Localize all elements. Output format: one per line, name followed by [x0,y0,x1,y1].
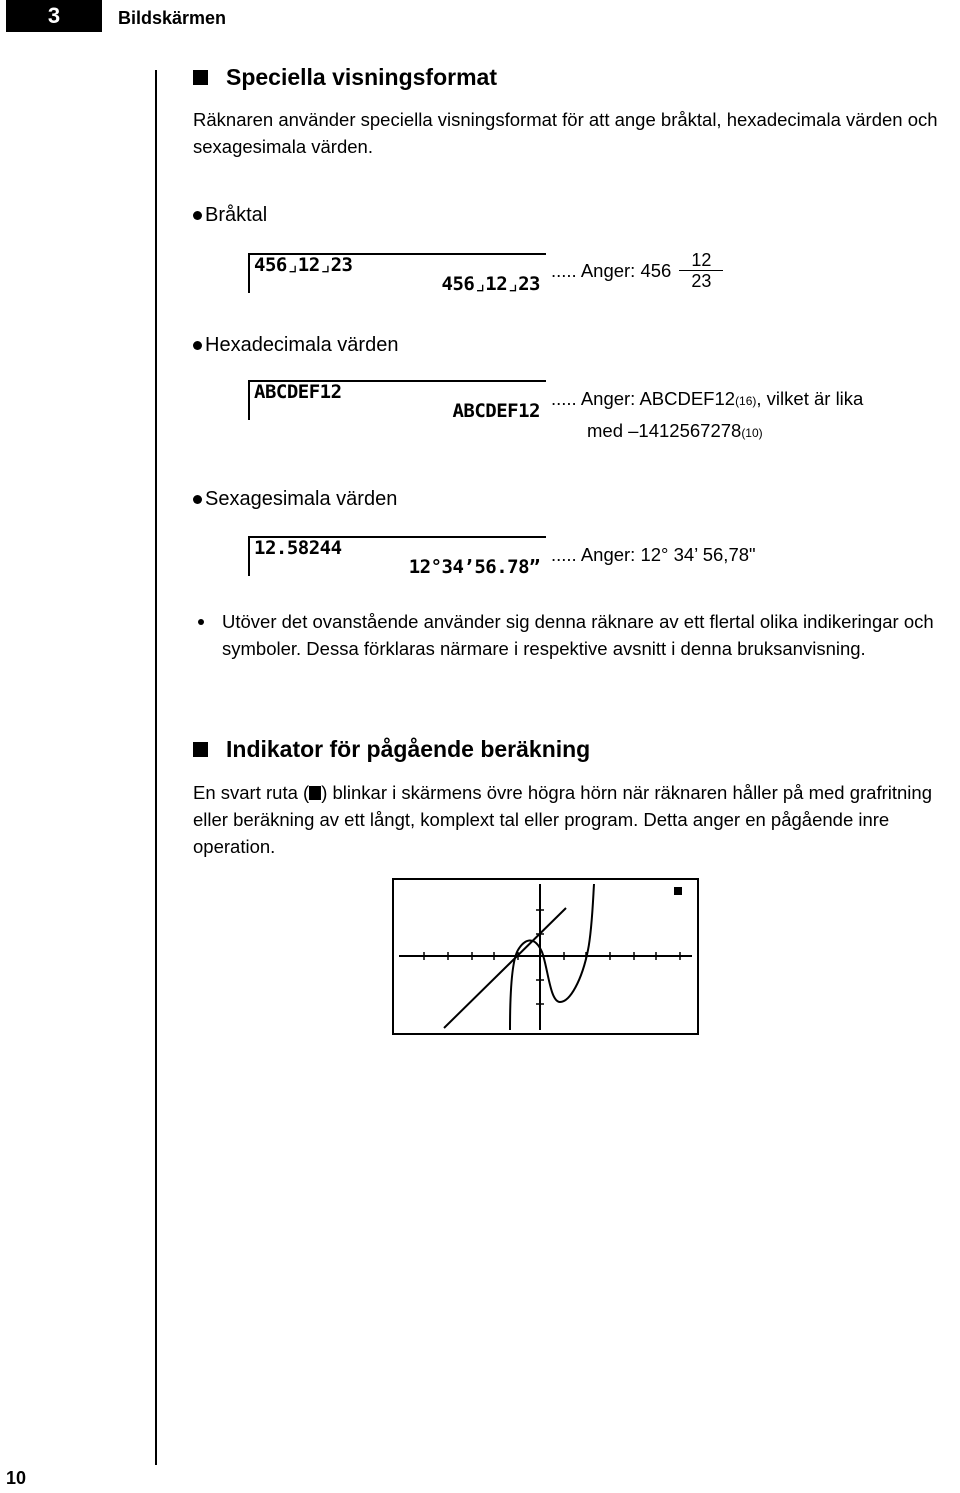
subheading-label: Sexagesimala värden [205,488,398,510]
bullet-dot-icon [198,619,204,625]
square-bullet-icon [193,742,208,757]
fraction-denominator: 23 [691,271,712,291]
section-title: Indikator för pågående beräkning [226,736,591,762]
screen-result-line: ABCDEF12 [452,400,540,422]
intro-paragraph: Räknaren använder speciella visningsformat för att ange bråktal, hexadecimala värden och sexagesimala värden. [193,109,938,157]
bullet-dot-icon [193,211,202,220]
note-text: med –1412567278 [587,420,742,441]
subheading-label: Bråktal [205,204,268,226]
hex-note-line1 [551,388,863,410]
section-heading-indicator [193,736,590,763]
fraction-note [551,250,723,291]
bullet-dot-icon [193,495,202,504]
section-heading-formats [193,64,497,91]
chapter-number: 3 [6,0,102,32]
calculator-screen-sexagesimal [248,536,546,576]
section-title: Speciella visningsformat [226,64,497,90]
margin-rule [155,70,157,1465]
subheading-sexagesimal [193,488,397,511]
note-text: ..... Anger: ABCDEF12 [551,388,736,409]
linear-graph [444,908,566,1028]
hex-note-line2 [587,420,763,442]
sexagesimal-note: ..... Anger: 12° 34’ 56,78" [551,544,756,565]
screen-input-line: ABCDEF12 [254,381,342,403]
screen-input-line: 12.58244 [254,537,342,559]
note-text: , vilket är lika [756,388,864,409]
square-bullet-icon [193,70,208,85]
calculator-screen-fraction [248,253,546,293]
paragraph-text: En svart ruta ( [193,782,310,803]
screen-result-line: 456⌟12⌟23 [441,273,540,295]
indicator-paragraph [193,779,953,860]
fraction-numerator: 12 [679,250,723,271]
subheading-fraction [193,204,267,227]
busy-indicator-icon [309,786,321,800]
graph-plot [394,880,697,1033]
screen-result-line: 12°34’56.78” [408,556,540,578]
bullet-dot-icon [193,341,202,350]
calculator-graph-screen [392,878,699,1035]
calculator-screen-hex [248,380,546,420]
bullet-note [198,608,960,662]
busy-indicator-icon [674,887,682,895]
note-text: ..... Anger: 456 [551,259,672,281]
subheading-label: Hexadecimala värden [205,334,399,356]
page-number: 10 [6,1468,27,1488]
subheading-hex [193,334,398,357]
chapter-title: Bildskärmen [118,8,227,28]
base-subscript: (10) [741,426,763,440]
fraction-display [679,250,723,291]
paragraph-text: ) blinkar i skärmens övre högra hörn när räknaren håller på med grafritning eller beräkning av ett långt, komplext tal eller program. Detta anger en pågående inre operation. [193,782,932,857]
base-subscript: (16) [735,394,757,408]
bullet-note-text: Utöver det ovanstående använder sig denna räknare av ett flertal olika indikeringar och symboler. Dessa förklaras närmare i respektive avsnitt i denna bruksanvisning. [222,611,934,659]
screen-input-line: 456⌟12⌟23 [254,254,353,276]
